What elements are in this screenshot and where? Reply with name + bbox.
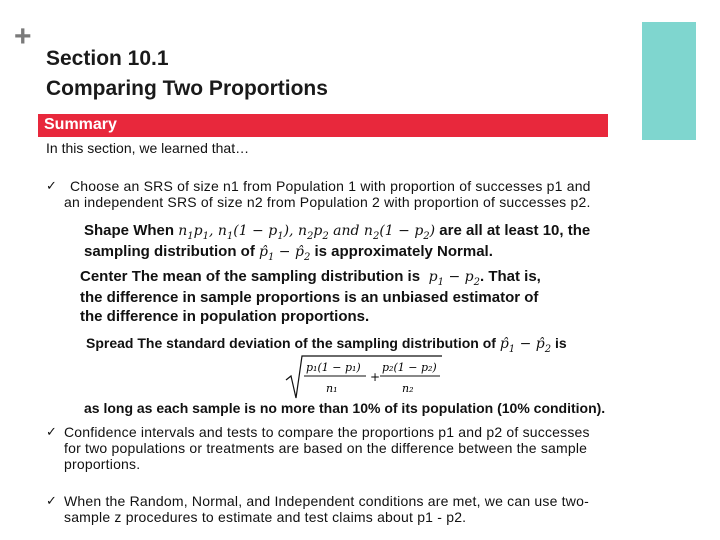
- check-icon: ✓: [46, 493, 57, 508]
- bullet-1-line-2: an independent SRS of size n2 from Population 2 with proportion of successes p2.: [64, 194, 591, 210]
- spread-label: Spread: [86, 335, 134, 351]
- plus-sign: +: [370, 370, 381, 384]
- numerator-1: p₁(1 − p₁): [306, 361, 361, 374]
- check-icon: ✓: [46, 424, 57, 439]
- denominator-1: n₁: [326, 382, 338, 395]
- denominator-2: n₂: [402, 382, 414, 395]
- shape-line-2: [84, 241, 493, 268]
- bullet-2-line-1: Confidence intervals and tests to compare the proportions p1 and p2 of successes: [64, 424, 590, 440]
- shape-line-2-text: sampling distribution of: [84, 243, 255, 260]
- phat-difference-formula: $p̂_1$ − $p̂_2$: [259, 244, 311, 263]
- summary-heading-bar: [38, 114, 608, 137]
- bullet-2-line-2: for two populations or treatments are based on the difference between the sample: [64, 440, 588, 456]
- center-label: Center: [80, 268, 128, 285]
- summary-heading: Summary: [44, 116, 117, 133]
- bullet-2-line-3: proportions.: [64, 456, 141, 472]
- spread-phat-formula: $p̂_1$ − $p̂_2$: [499, 336, 552, 355]
- spread-is: is: [555, 335, 567, 351]
- shape-line-2-tail: is approximately Normal.: [314, 243, 493, 260]
- shape-tail: are all at least 10, the: [439, 222, 591, 239]
- center-mean-formula: $p_1 - p_2$: [424, 269, 480, 288]
- shape-conditions-formula: $n_1p_1$, $n_1(1 - p_1)$, $n_2p_2$ and $n_2(1 - p_2)$: [178, 223, 436, 242]
- title-line-2: Comparing Two Proportions: [46, 77, 328, 100]
- center-line-3: the difference in population proportions.: [80, 308, 370, 325]
- numerator-2: p₂(1 − p₂): [382, 361, 437, 374]
- ten-percent-condition: as long as each sample is no more than 10% of its population (10% condition).: [84, 400, 606, 416]
- page-title: [46, 44, 328, 104]
- shape-label: Shape: [84, 222, 130, 239]
- center-line-2: the difference in sample proportions is an unbiased estimator of: [80, 289, 539, 306]
- bullet-1-line-1: Choose an SRS of size n1 from Population 1 with proportion of successes p1 and: [70, 178, 591, 194]
- bullet-3-line-2: sample z procedures to estimate and test claims about p1 - p2.: [64, 509, 467, 525]
- standard-deviation-formula: [284, 352, 444, 402]
- bullet-3-line-1: When the Random, Normal, and Independent conditions are met, we can use two-: [64, 493, 589, 509]
- title-line-1: Section 10.1: [46, 47, 169, 70]
- check-icon: ✓: [46, 178, 57, 193]
- center-text: The mean of the sampling distribution is: [131, 268, 421, 285]
- spread-text: The standard deviation of the sampling distribution of: [137, 335, 496, 351]
- plus-mark: +: [14, 20, 32, 53]
- summary-intro: In this section, we learned that…: [46, 140, 250, 156]
- center-tail: . That is,: [479, 268, 541, 285]
- teal-accent-block: [642, 22, 696, 140]
- shape-when: When: [133, 222, 175, 239]
